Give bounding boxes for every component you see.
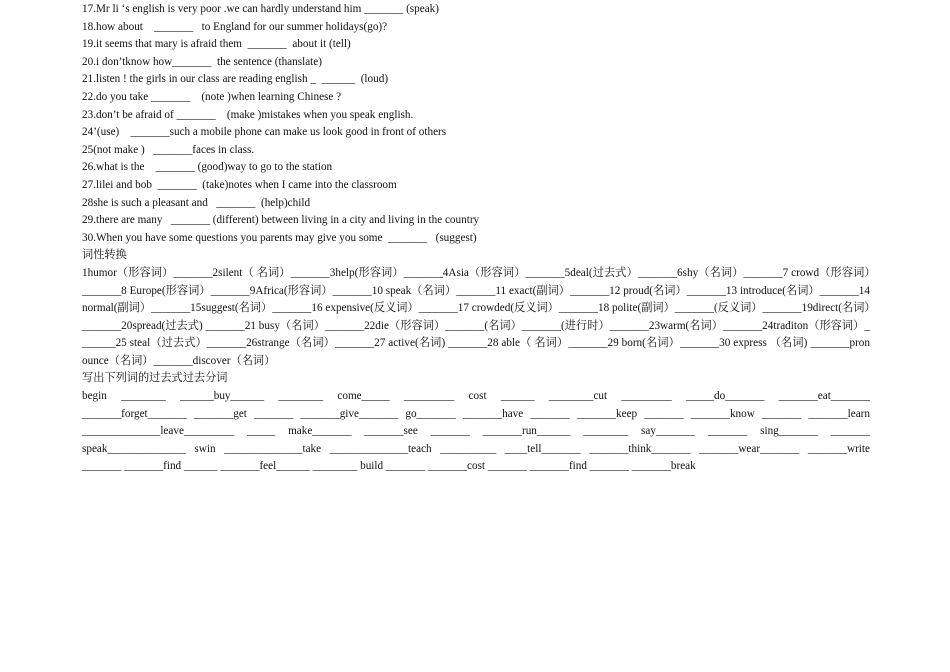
section-heading-past-forms: 写出下列词的过去式过去分词 <box>82 372 228 385</box>
exercise-line: 21.listen ! the girls in our class are reading english _ ______ (loud) <box>82 73 389 86</box>
past-forms-line: _______ _______find ______ _______feel______ ________ build _______ _______cost _______ _______find _______ _______break <box>82 460 696 473</box>
exercise-line: 23.don’t be afraid of _______ (make )mistakes when you speak english. <box>82 108 414 121</box>
exercise-line: 20.i don’tknow how_______ the sentence (thanslate) <box>82 55 322 68</box>
exercise-line: 28she is such a pleasant and _______ (help)child <box>82 196 311 209</box>
past-forms-line: _______forget_______ _______get _______ _______give_______ go_______ _______have _______ _______keep _______ _______know _______ _______learn <box>82 407 870 420</box>
exercise-line: 29.there are many _______ (different) between living in a city and living in the country <box>82 214 480 227</box>
exercise-list <box>82 1 870 247</box>
exercise-line: 25(not make ) _______faces in class. <box>82 143 255 156</box>
exercise-line: 30.When you have some questions you parents may give you some _______ (suggest) <box>82 231 477 244</box>
exercise-line: 18.how about _______ to England for our summer holidays(go)? <box>82 20 388 33</box>
word-forms-paragraph: 1humor（形容词）_______2silent（ 名词）_______3help(形容词）_______4Asia（形容词）_______5deal(过去式）_______6shy（名词）_______7 crowd（形容词）_______8 Europe(形容词）_______9Africa(形容词）_______10 speak（名词）_______11 exact(副词）_______12 proud(名词）_______13 introduce(名词）_______14normal(副词）_______15suggest(名词）_______16 expensive(反义词）_______17 crowded(反义词）_______18 polite(副词）_______(反义词）_______19direct(名词）_______20spread(过去式) _______21 busy（名词）_______22die（形容词）_______(名词）_______(进行时）_______23warm(名词）_______24traditon（形容词）_______25 steal（过去式）_______26strange（名词）_______27 active(名词) _______28 able（ 名词）_______29 born(名词）_______30 express （名词) _______pronounce（名词）_______discover（名词） <box>82 266 870 367</box>
past-forms-line: begin ________ ______buy______ ________ come_____ _________ cost ______ ________cut _________ _____do_______ _______eat_______ <box>82 390 870 403</box>
exercise-line: 24’(use) _______such a mobile phone can make us look good in front of others <box>82 126 447 139</box>
worksheet-page <box>82 1 870 476</box>
exercise-line: 27.lilei and bob _______ (take)notes when I came into the classroom <box>82 178 397 191</box>
past-forms-line: speak______________ swin ______________take ______________teach __________ ____tell_______ _______think_______ _______wear_______ _______write <box>82 442 870 455</box>
exercise-line: 17.Mr li ‘s english is very poor .we can hardly understand him _______ (speak) <box>82 3 439 15</box>
past-forms-line: ______________leave_________ _____ make_______ _______see _______ _______run______ ________ say_______ _______ sing_______ _______ <box>82 425 870 438</box>
exercise-line: 19.it seems that mary is afraid them _______ about it (tell) <box>82 38 351 51</box>
exercise-line: 26.what is the _______ (good)way to go to the station <box>82 161 333 174</box>
exercise-line: 22.do you take _______ (note )when learning Chinese ? <box>82 90 342 103</box>
section-heading-word-forms: 词性转换 <box>82 249 127 262</box>
past-forms-list <box>82 388 870 476</box>
